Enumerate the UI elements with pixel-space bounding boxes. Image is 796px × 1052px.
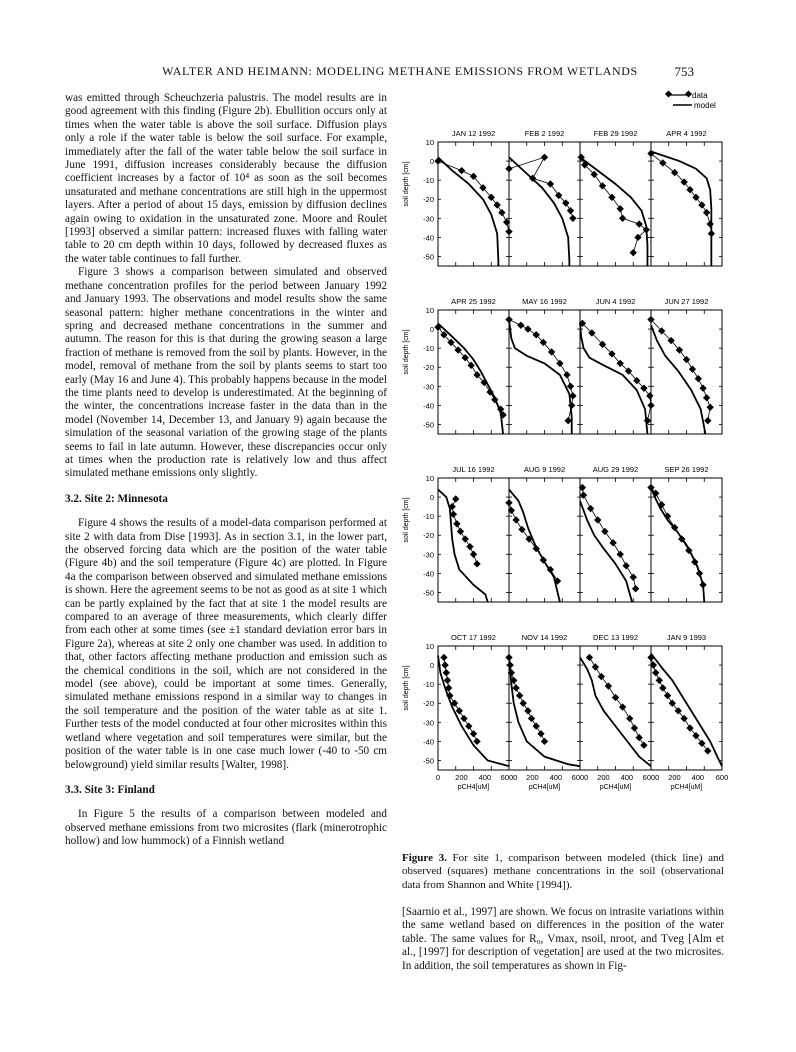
x-axis-label: pCH4[uM] [670,784,703,791]
y-tick-label: -20 [423,363,434,373]
model-line [509,157,569,266]
data-point [569,215,576,222]
data-point [580,491,587,498]
x-tick-label: 400 [478,773,492,782]
data-point [680,715,687,722]
paragraph: Figure 4 shows the results of a model-data comparison performed at site 2 with data from Dise [1993]. As in section 3.1, in the lower part, the observed forcing data which are the position of the water table (Figure 4b) and the soil temperature (Figure 4c) are plotted. In Figure 4a the comparison between observed and simulated methane emissions is shown. Here the agreement seems to be not as good as at site 1 which can be partly explained by the fact that at site 1 the model results are compared to an average of three measurements, which clearly differ from each other at some times (see ±1 standard deviation error bars in Figure 2a), whereas at site 2 only one chamber was used. In addition to that, other factors affecting methane production and emission such as the chemical conditions in the soil, which are not considered in the model (see above), could be important at some times. Generally, simulated methane emissions respond in a similar way to changes in the soil temperature and the position of the water table as at site 1. Further tests of the model conducted at four other microsites within this wetland where vegetation and soil temperatures were similar, but the position of the water table is in one case much lower (-40 to -50 cm belowground) yield similar results [Walter, 1998]. [65,517,387,771]
data-point [512,516,519,523]
data-point [462,535,469,542]
panel-title: FEB 2 1992 [524,129,565,138]
y-tick-label: -10 [423,680,434,690]
panel-frame [580,646,651,770]
data-point [675,707,682,714]
caption-label: Figure 3. [402,852,447,864]
y-tick-label: -30 [423,718,434,728]
data-point [470,551,477,558]
data-point [692,732,699,739]
data-point [456,707,463,714]
panel-frame [580,478,651,602]
panel-frame [580,142,651,266]
model-line [438,323,503,434]
y-tick-label: 0 [429,157,434,167]
data-point [466,543,473,550]
panel-title: JUN 27 1992 [664,297,709,306]
section-heading: 3.3. Site 3: Finland [65,783,155,796]
data-point [440,654,447,661]
data-point [683,356,690,363]
data-point [664,692,671,699]
data-line [509,320,573,421]
y-tick-label: 0 [429,661,434,671]
legend-model-label: model [694,101,716,110]
y-tick-label: 10 [425,306,434,315]
data-point [703,209,710,216]
y-tick-label: -20 [423,195,434,205]
x-tick-label: 200 [526,773,539,782]
data-point [686,186,693,193]
data-point [528,715,535,722]
x-axis-label: pCH4[uM] [599,784,632,791]
y-tick-label: -40 [423,401,434,411]
data-point [695,375,702,382]
y-tick-label: -20 [423,531,434,541]
data-point [622,562,629,569]
paragraph: In Figure 5 the results of a comparison between modeled and observed methane emissions from two microsites (flark (minerotrophic hollow) and low hummock) of a Finnish wetland [65,808,387,848]
data-line [651,153,711,233]
data-point [470,730,477,737]
y-tick-label: -10 [423,176,434,186]
data-point [458,167,465,174]
y-tick-label: -40 [423,737,434,747]
y-tick-label: -40 [423,569,434,579]
data-point [498,209,505,216]
x-tick-label: 400 [549,773,563,782]
data-point [594,516,601,523]
data-point [632,585,639,592]
page-number: 753 [674,64,694,79]
y-tick-label: -50 [423,756,434,766]
model-line [580,157,647,266]
model-line [651,152,711,266]
y-tick-label: -40 [423,233,434,243]
data-point [698,201,705,208]
y-tick-label: -10 [423,512,434,522]
y-tick-label: -50 [423,252,434,262]
data-point [505,499,512,506]
data-point [692,194,699,201]
panel-frame [438,310,509,434]
y-tick-label: -30 [423,382,434,392]
model-line [580,501,632,602]
data-point [686,724,693,731]
data-point [631,724,638,731]
data-point [457,528,464,535]
data-point [619,215,626,222]
data-point [609,539,616,546]
data-point [460,715,467,722]
y-tick-label: -50 [423,420,434,430]
y-axis-label: soil depth [cm] [403,161,410,207]
panel-frame [651,478,722,602]
data-point [547,180,554,187]
model-line [651,654,722,767]
running-title: WALTER AND HEIMANN: MODELING METHANE EMISSIONS FROM WETLANDS [162,64,638,78]
x-tick-label: 200 [455,773,468,782]
legend-data-label: data [692,91,708,100]
data-point [453,520,460,527]
data-point [640,742,647,749]
data-point [563,371,570,378]
data-point [537,730,544,737]
data-point [626,715,633,722]
left-column [65,92,387,849]
data-point [567,207,574,214]
data-point [586,654,593,661]
data-point [541,154,548,161]
panel-title: MAY 16 1992 [522,297,567,306]
panel-title: APR 25 1992 [451,297,496,306]
model-line [580,657,651,766]
legend-data-marker [685,90,692,97]
panel-frame [509,646,580,770]
panel-title: AUG 9 1992 [523,465,566,474]
legend-data-marker [665,90,672,97]
y-tick-label: 10 [425,642,434,651]
data-point [644,417,651,424]
data-line [438,161,509,232]
data-point [708,230,715,237]
y-tick-label: 10 [425,138,434,147]
x-tick-label: 200 [597,773,610,782]
data-point [541,738,548,745]
x-axis-label: pCH4[uM] [457,784,490,791]
model-line [509,320,572,434]
panel-title: DEC 13 1992 [592,633,639,642]
y-tick-label: -30 [423,214,434,224]
data-point [619,703,626,710]
y-tick-label: 0 [429,493,434,503]
data-point [689,365,696,372]
data-point [505,316,512,323]
x-tick-label: 400 [620,773,634,782]
y-tick-label: -10 [423,344,434,354]
y-tick-label: 10 [425,474,434,483]
data-point [441,661,448,668]
panel-frame [438,478,509,602]
data-point [696,570,703,577]
data-point [517,322,524,329]
data-point [630,574,637,581]
data-point [617,551,624,558]
data-point [533,722,540,729]
data-point [647,654,654,661]
data-line [582,488,635,589]
data-point [564,417,571,424]
data-point [598,673,605,680]
caption-text: For site 1, comparison between modeled (thick line) and observed (squares) methane concentrations in the soil (observational data from Shannon and White [1994]). [402,852,725,891]
data-point [617,205,624,212]
data-point [699,581,706,588]
data-point [507,661,514,668]
x-tick-label: 0 [435,773,441,782]
x-tick-label: 6000 [642,773,660,782]
y-tick-label: 0 [429,325,434,335]
model-line [438,489,488,602]
panel-title: JAN 9 1993 [666,633,707,642]
data-point [520,700,527,707]
data-point [505,654,512,661]
y-axis-label: soil depth [cm] [403,665,410,711]
data-point [669,700,676,707]
panel-frame [509,478,580,602]
data-point [704,747,711,754]
y-tick-label: -20 [423,699,434,709]
data-point [635,734,642,741]
data-point [452,495,459,502]
data-point [630,249,637,256]
data-point [524,707,531,714]
data-point [703,394,710,401]
panel-title: SEP 26 1992 [664,465,709,474]
data-point [518,526,525,533]
data-point [524,325,531,332]
panel-frame [651,646,722,770]
x-tick-label: 200 [668,773,681,782]
panel-title: FEB 29 1992 [593,129,638,138]
data-point [706,404,713,411]
data-point [568,402,575,409]
y-tick-label: -30 [423,550,434,560]
data-point [601,528,608,535]
panel-title: NOV 14 1992 [521,633,568,642]
x-tick-label: 6000 [500,773,518,782]
data-point [444,677,451,684]
paragraph: was emitted through Scheuchzeria palustris. The model results are in good agreement with this finding (Figure 2b). Ebullition occurs only at times when the water table is above the soil surface. Diffusion plays only a role if the water table is below the soil surface. For example, immediately after the fall of the water table below the soil surface in June 1991, diffusion increases considerably because the diffusion coefficient increases by a factor of 10⁴ as soon as the soil becomes unsaturated and methane concentrations are still high in the uppermost layers. After a period of about 15 days, emission by diffusion declines again owing to oxidation in the unsaturated zone. Moore and Roulet [1993] observed a similar pattern: increased fluxes with falling water table to 20 cm depth within 10 days, followed by decreased fluxes as the water table continues to fall further. [65,92,387,265]
y-axis-label: soil depth [cm] [403,497,410,543]
data-point [516,692,523,699]
data-point [587,505,594,512]
figure-3 [400,90,730,850]
data-point [505,165,512,172]
data-point [652,669,659,676]
model-line [509,656,580,767]
data-line [651,488,703,585]
x-axis-label: pCH4[uM] [528,784,561,791]
figure-caption [402,852,724,892]
data-point [699,385,706,392]
data-point [512,684,519,691]
y-axis-label: soil depth [cm] [403,329,410,375]
data-point [698,740,705,747]
panel-title: JUL 16 1992 [452,465,495,474]
panel-title: JAN 12 1992 [451,129,496,138]
data-point [605,682,612,689]
data-point [556,360,563,367]
x-tick-label: 6000 [571,773,589,782]
data-point [567,383,574,390]
panel-title: APR 4 1992 [666,129,707,138]
data-point [465,722,472,729]
y-tick-label: -50 [423,588,434,598]
data-point [592,663,599,670]
data-point [612,694,619,701]
data-point [493,201,500,208]
data-point [473,738,480,745]
right-column-text [402,906,724,973]
panel-title: OCT 17 1992 [451,633,496,642]
data-line [651,657,708,750]
panel-frame [438,646,509,770]
paragraph: [Saarnio et al., 1997] are shown. We focus on intrasite variations within the same wetland based on differences in the position of the water table. The same values for R₀, Vmax, nsoil, nroot, and Tveg [Alm et al., [1997] for description of vegetation] are used at the two microsites. In addition, the soil temperatures as shown in Fig- [402,906,724,972]
data-point [646,392,653,399]
x-tick-label: 600 [715,773,729,782]
data-point [659,684,666,691]
panel-title: AUG 29 1992 [592,465,639,474]
x-tick-label: 400 [691,773,705,782]
data-point [704,417,711,424]
section-heading: 3.2. Site 2: Minnesota [65,492,168,505]
paragraph: Figure 3 shows a comparison between simulated and observed methane concentration profiles for the period between January 1992 and January 1993. The observations and model results show the same seasonal pattern: higher methane concentrations in the winter and spring and decreased methane concentrations in the summer and autumn. The reason for this is that during the growing season a large fraction of methane is removed from the soil by plants. However, in the model, removal of methane from the soil by plants seems to start too early (May 16 and June 4). This probably happens because in the model the time plants need to develop is underestimated. At the beginning of the winter, the concentrations increase faster in the data than in the model (November 14, December 13, and January 9) again because the simulation of the seasonal variation of the growing stage of the plants seems to fail in late autumn. However, these discrepancies occur only at times when the production rate is relatively low and thus affect simulated methane emissions only slightly. [65,266,387,480]
panel-title: JUN 4 1992 [595,297,636,306]
data-line [509,657,545,741]
data-point [443,669,450,676]
data-point [706,220,713,227]
data-point [467,362,474,369]
data-point [656,677,663,684]
data-point [664,512,671,519]
data-point [473,560,480,567]
data-line [651,320,710,421]
